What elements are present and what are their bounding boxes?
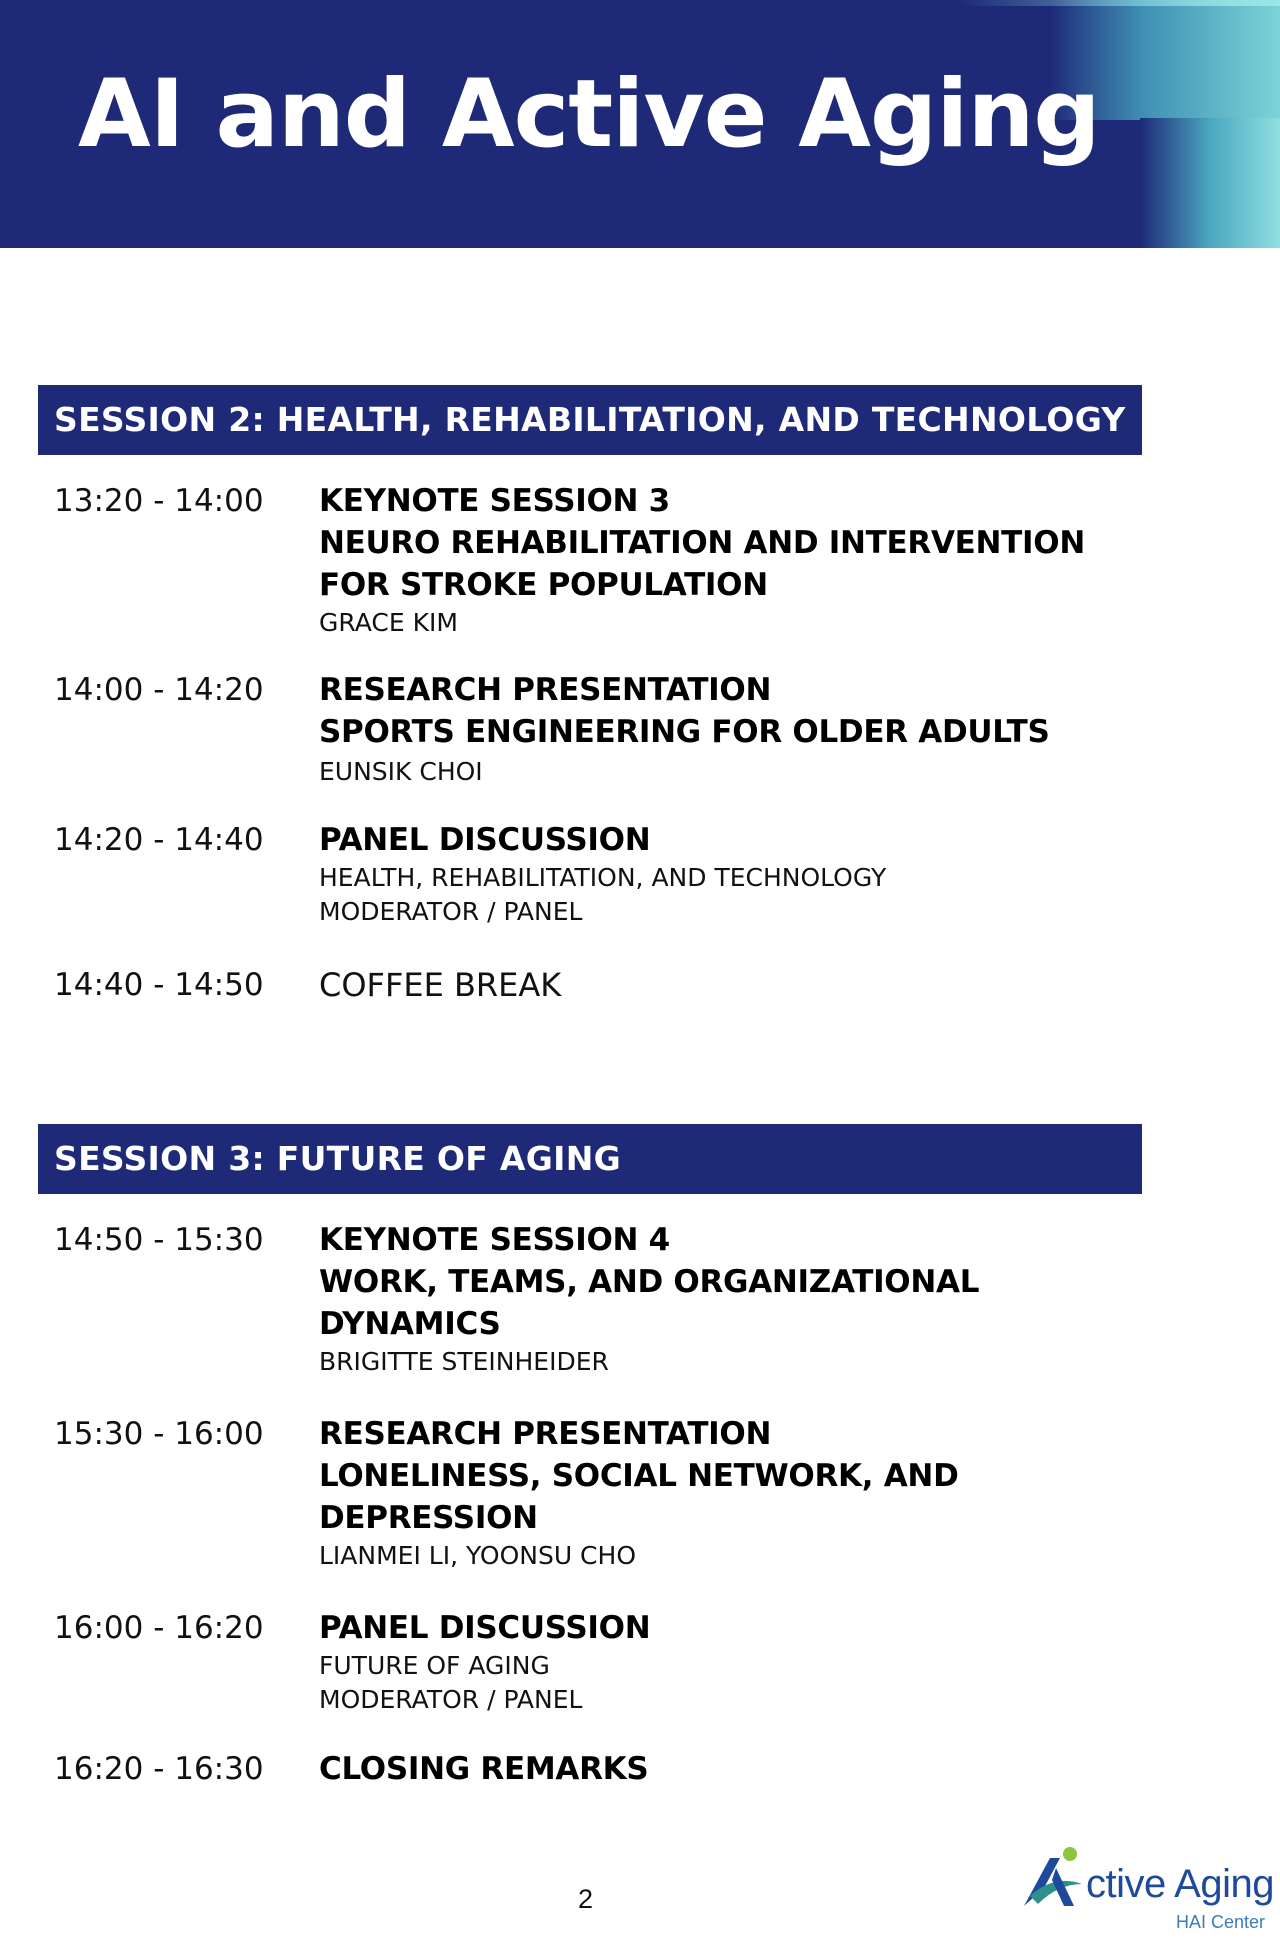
entry-speaker: EUNSIK CHOI [319, 757, 483, 786]
entry-details [319, 819, 1219, 929]
entry-time: 16:00 - 16:20 [54, 1610, 264, 1646]
entry-time: 14:40 - 14:50 [54, 967, 264, 1003]
entry-time: 14:50 - 15:30 [54, 1222, 264, 1258]
entry-speaker: BRIGITTE STEINHEIDER [319, 1347, 609, 1376]
active-aging-logo [1016, 1832, 1274, 1942]
entry-time: 14:20 - 14:40 [54, 822, 264, 858]
entry-speaker: GRACE KIM [319, 608, 458, 637]
entry-details [319, 1607, 1219, 1717]
entry-details [319, 1748, 1219, 1790]
entry-details [319, 480, 1219, 640]
entry-title-line: KEYNOTE SESSION 4 [319, 1222, 670, 1258]
header-accent-gradient-lower [1140, 118, 1280, 248]
entry-details [319, 1413, 1219, 1573]
entry-title-line: PANEL DISCUSSION [319, 1610, 651, 1646]
entry-title-line: LONELINESS, SOCIAL NETWORK, AND [319, 1458, 959, 1494]
entry-time: 16:20 - 16:30 [54, 1751, 264, 1787]
entry-title-line: RESEARCH PRESENTATION [319, 1416, 772, 1452]
entry-break-label: COFFEE BREAK [319, 966, 562, 1004]
entry-time: 15:30 - 16:00 [54, 1416, 264, 1452]
logo-subtitle: HAI Center [1176, 1912, 1266, 1932]
entry-roles: MODERATOR / PANEL [319, 1685, 583, 1714]
entry-time: 14:00 - 14:20 [54, 672, 264, 708]
entry-title-line: PANEL DISCUSSION [319, 822, 651, 858]
entry-title-line: NEURO REHABILITATION AND INTERVENTION [319, 525, 1085, 561]
entry-topic: FUTURE OF AGING [319, 1651, 550, 1680]
entry-topic: HEALTH, REHABILITATION, AND TECHNOLOGY [319, 863, 887, 892]
entry-roles: MODERATOR / PANEL [319, 897, 583, 926]
page-title: AI and Active Aging [78, 60, 1100, 169]
entry-title-line: DYNAMICS [319, 1306, 501, 1342]
entry-title-line: DEPRESSION [319, 1500, 538, 1536]
entry-title-line: KEYNOTE SESSION 3 [319, 483, 670, 519]
logo-a-icon [1020, 1844, 1090, 1914]
header-accent-line [960, 0, 1280, 6]
entry-details [319, 669, 1219, 789]
entry-title-line: RESEARCH PRESENTATION [319, 672, 772, 708]
entry-title-line: WORK, TEAMS, AND ORGANIZATIONAL [319, 1264, 980, 1300]
entry-title-line: CLOSING REMARKS [319, 1751, 649, 1787]
entry-speaker: LIANMEI LI, YOONSU CHO [319, 1541, 636, 1570]
entry-details [319, 964, 1219, 1006]
page-number: 2 [578, 1884, 594, 1914]
entry-details [319, 1219, 1219, 1379]
entry-title-line: SPORTS ENGINEERING FOR OLDER ADULTS [319, 714, 1050, 750]
entry-time: 13:20 - 14:00 [54, 483, 264, 519]
logo-wordmark: ctive Aging [1086, 1862, 1274, 1906]
session-3-heading: SESSION 3: FUTURE OF AGING [38, 1124, 1142, 1194]
entry-title-line: FOR STROKE POPULATION [319, 567, 768, 603]
session-2-heading: SESSION 2: HEALTH, REHABILITATION, AND TECHNOLOGY [38, 385, 1142, 455]
